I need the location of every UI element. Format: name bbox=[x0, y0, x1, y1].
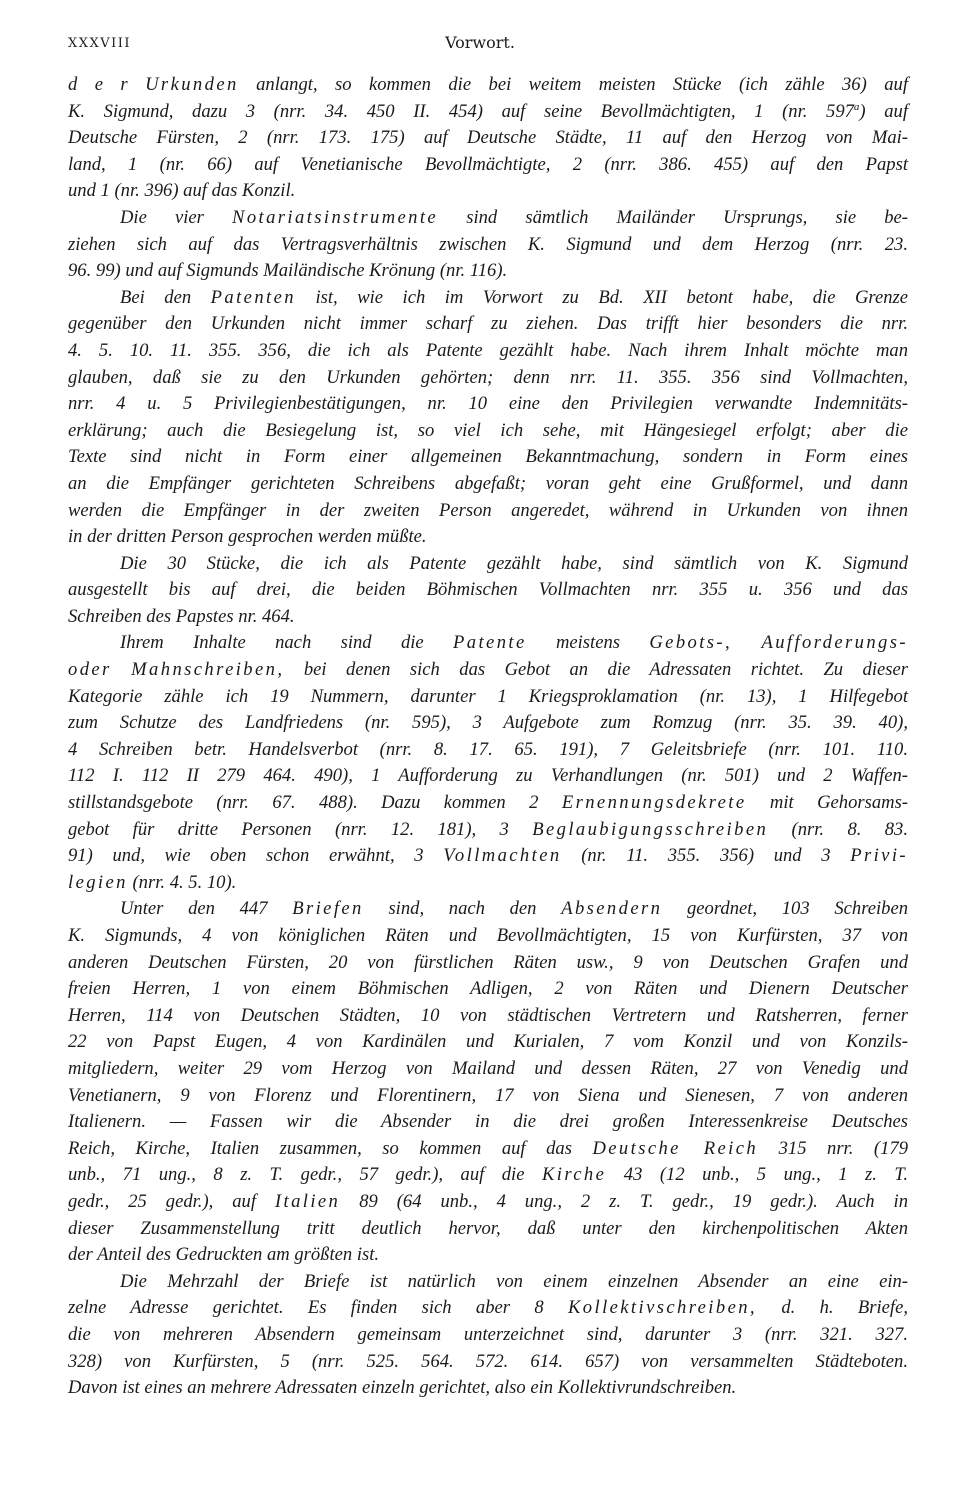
text-run: (nrr. 4. 5. 10). bbox=[127, 871, 237, 893]
text-run: land, 1 (nr. 66) auf Venetianische Bevollmächtigte, 2 (nrr. 386. 455) auf den Papst bbox=[68, 153, 908, 175]
text-line bbox=[68, 232, 908, 259]
text-line bbox=[68, 1083, 908, 1110]
body-text bbox=[68, 72, 908, 1402]
text-run: ) auf bbox=[859, 100, 908, 122]
text-run: 328) von Kurfürsten, 5 (nrr. 525. 564. 572. 614. 657) von versammelten Städteboten. bbox=[68, 1350, 908, 1372]
text-line bbox=[68, 710, 908, 737]
text-line bbox=[68, 99, 908, 126]
text-line bbox=[68, 1109, 908, 1136]
superscript: a bbox=[853, 100, 860, 113]
text-run: werden die Empfänger in der zweiten Person angeredet, während in Urkunden von ihnen bbox=[68, 499, 908, 521]
text-run: sind sämtlich Mailänder Ursprungs, sie be- bbox=[438, 206, 908, 228]
text-line bbox=[68, 311, 908, 338]
text-line bbox=[68, 843, 908, 870]
text-run: geordnet, 103 Schreiben bbox=[662, 898, 909, 920]
text-run: ausgestellt bis auf drei, die beiden Böhmischen Vollmachten nrr. 355 u. 356 und das bbox=[68, 579, 908, 601]
text-run: Deutsche Fürsten, 2 (nrr. 173. 175) auf Deutsche Städte, 11 auf den Herzog von Mai- bbox=[68, 127, 908, 149]
text-run: und 1 (nr. 396) auf das Konzil. bbox=[68, 180, 296, 202]
text-line bbox=[68, 551, 908, 578]
spaced-term: Privi- bbox=[850, 845, 908, 867]
text-line bbox=[68, 577, 908, 604]
spaced-term: Urkunden bbox=[145, 74, 239, 95]
page-header bbox=[68, 33, 892, 58]
text-run: ist, wie ich im Vorwort zu Bd. XII betont habe, die Grenze bbox=[295, 286, 908, 308]
spaced-term: Aufforderungs- bbox=[761, 632, 908, 654]
text-run: unb., 71 ung., 8 z. T. gedr., 57 gedr.), auf die bbox=[68, 1164, 542, 1186]
running-title: Vorwort. bbox=[445, 33, 515, 52]
text-run: Herren, 114 von Deutschen Städten, 10 von städtischen Vertretern und Ratsherren, ferner bbox=[68, 1004, 908, 1026]
spaced-term: oder bbox=[68, 659, 112, 681]
text-run: anlangt, so kommen die bei weitem meisten Stücke (ich zähle 36) auf bbox=[238, 74, 908, 95]
text-run: d e r bbox=[68, 74, 146, 95]
text-run: zum Schutze des Landfriedens (nr. 595), 3 Aufgebote zum Romzug (nrr. 35. 39. 40), bbox=[68, 712, 908, 734]
text-run bbox=[112, 659, 131, 680]
text-line bbox=[68, 1056, 908, 1083]
text-run: Bei den bbox=[120, 286, 211, 308]
text-run: gegenüber den Urkunden nicht immer scharf zu ziehen. Das trifft hier besonders die nrr. bbox=[68, 313, 908, 335]
text-run: meistens bbox=[526, 632, 650, 654]
text-run: an die Empfänger gerichteten Schreibens abgefaßt; voran geht eine Grußformel, und dann bbox=[68, 472, 908, 494]
text-run: die von mehreren Absendern gemeinsam unterzeichnet sind, darunter 3 (nrr. 321. 327. bbox=[68, 1323, 908, 1345]
text-run: dieser Zusammenstellung tritt deutlich hervor, daß unter den kirchenpolitischen Akten bbox=[68, 1217, 908, 1239]
text-line bbox=[68, 657, 908, 684]
text-run: zelne Adresse gerichtet. Es finden sich aber 8 bbox=[68, 1297, 568, 1319]
text-run: gebot für dritte Personen (nrr. 12. 181), 3 bbox=[68, 818, 533, 840]
text-run: Die Mehrzahl der Briefe ist natürlich von einem einzelnen Absender an eine ein- bbox=[120, 1270, 908, 1292]
text-run: Kategorie zähle ich 19 Nummern, darunter 1 Kriegsproklamation (nr. 13), 1 Hilfegebot bbox=[68, 685, 908, 707]
text-run: Die vier bbox=[120, 206, 233, 228]
text-line bbox=[68, 950, 908, 977]
text-line bbox=[68, 338, 908, 365]
text-line bbox=[68, 418, 908, 445]
text-run: K. Sigmunds, 4 von königlichen Räten und Bevollmächtigten, 15 von Kurfürsten, 37 von bbox=[68, 925, 908, 946]
text-line bbox=[68, 684, 908, 711]
spaced-term: Italien bbox=[274, 1190, 341, 1212]
text-line bbox=[68, 178, 908, 205]
text-run: Reich, Kirche, Italien zusammen, so kommen auf das bbox=[68, 1137, 593, 1159]
text-line bbox=[68, 1003, 908, 1030]
text-run: gedr., 25 gedr.), auf bbox=[68, 1190, 275, 1212]
text-run: der Anteil des Gedruckten am größten ist. bbox=[68, 1244, 380, 1266]
text-line bbox=[68, 1349, 908, 1376]
text-run: Texte sind nicht in Form einer allgemeinen Bekanntmachung, sondern in Form eines bbox=[68, 446, 908, 468]
spaced-term: Vollmachten bbox=[443, 845, 562, 867]
spaced-term: Patente bbox=[453, 632, 527, 654]
text-line bbox=[68, 1322, 908, 1349]
text-line bbox=[68, 524, 908, 551]
text-line bbox=[68, 258, 908, 285]
text-run: glauben, daß sie zu den Urkunden gehörten; denn nrr. 11. 355. 356 sind Vollmachten, bbox=[68, 366, 908, 388]
text-run: anderen Deutschen Fürsten, 20 von fürstlichen Räten usw., 9 von Deutschen Grafen und bbox=[68, 951, 908, 973]
text-line bbox=[68, 896, 908, 923]
text-line bbox=[68, 1269, 908, 1296]
text-line bbox=[68, 1242, 908, 1269]
spaced-term: Deutsche Reich bbox=[592, 1137, 759, 1159]
text-line bbox=[68, 737, 908, 764]
spaced-term: legien bbox=[68, 871, 128, 893]
text-line bbox=[68, 1189, 908, 1216]
text-run: (nr. 11. 355. 356) und 3 bbox=[561, 845, 851, 867]
text-run: 96. 99) und auf Sigmunds Mailändische Krönung (nr. 116). bbox=[68, 260, 508, 282]
spaced-term: Patenten bbox=[210, 286, 296, 308]
text-run: Venetianern, 9 von Florenz und Florentinern, 17 von Siena und Sienesen, 7 von anderen bbox=[68, 1084, 908, 1106]
text-line bbox=[68, 870, 908, 897]
text-line bbox=[68, 125, 908, 152]
text-run: in der dritten Person gesprochen werden müßte. bbox=[68, 526, 427, 548]
text-line bbox=[68, 471, 908, 498]
page-number: XXXVIII bbox=[68, 36, 132, 51]
text-run: Italienern. — Fassen wir die Absender in die drei großen Interessenkreise Deutsches bbox=[68, 1111, 908, 1133]
text-run bbox=[732, 632, 761, 653]
text-line bbox=[68, 72, 908, 99]
text-run: 4 Schreiben betr. Handelsverbot (nrr. 8. 17. 65. 191), 7 Geleitsbriefe (nrr. 101. 110. bbox=[68, 738, 908, 760]
text-line bbox=[68, 923, 908, 950]
text-run: stillstandsgebote (nrr. 67. 488). Dazu kommen 2 bbox=[68, 792, 562, 814]
text-run: K. Sigmund, dazu 3 (nrr. 34. 450 II. 454) auf seine Bevollmächtigten, 1 (nr. 597 bbox=[68, 100, 854, 122]
text-run: Davon ist eines an mehrere Adressaten einzeln gerichtet, also ein Kollektivrundschreiben. bbox=[68, 1377, 737, 1399]
text-line bbox=[68, 365, 908, 392]
text-line bbox=[68, 1029, 908, 1056]
spaced-term: Mahnschreiben, bbox=[131, 659, 285, 681]
text-run: 4. 5. 10. 11. 355. 356, die ich als Patente gezählt habe. Nach ihrem Inhalt möchte man bbox=[68, 339, 908, 361]
text-line bbox=[68, 1216, 908, 1243]
text-run: bei denen sich das Gebot an die Adressaten richtet. Zu dieser bbox=[284, 659, 908, 681]
text-line bbox=[68, 444, 908, 471]
text-line bbox=[68, 763, 908, 790]
text-run: 315 nrr. (179 bbox=[758, 1137, 908, 1159]
text-run: Unter den 447 bbox=[120, 898, 293, 920]
text-run: sind, nach den bbox=[363, 898, 562, 920]
text-run: ziehen sich auf das Vertragsverhältnis zwischen K. Sigmund und dem Herzog (nrr. 23. bbox=[68, 233, 908, 255]
text-line bbox=[68, 817, 908, 844]
spaced-term: Notariatsinstrumente bbox=[232, 206, 439, 228]
spaced-term: Briefen bbox=[292, 898, 364, 920]
text-line bbox=[68, 391, 908, 418]
spaced-term: Gebots-, bbox=[649, 632, 733, 654]
text-line bbox=[68, 1295, 908, 1322]
text-run: freien Herren, 1 von einem Böhmischen Adligen, 2 von Räten und Dienern Deutscher bbox=[68, 978, 908, 1000]
spaced-term: Kirche bbox=[541, 1164, 607, 1186]
text-run: erklärung; auch die Besiegelung ist, so viel ich sehe, mit Hängesiegel erfolgt; aber die bbox=[68, 419, 908, 441]
text-run: nrr. 4 u. 5 Privilegienbestätigungen, nr. 10 eine den Privilegien verwandte Indemnitäts- bbox=[68, 393, 908, 415]
text-line bbox=[68, 205, 908, 232]
text-run: Ihrem Inhalte nach sind die bbox=[120, 632, 454, 654]
text-run: 22 von Papst Eugen, 4 von Kardinälen und Kurialen, 7 vom Konzil und von Konzils- bbox=[68, 1031, 908, 1053]
text-line bbox=[68, 498, 908, 525]
text-line bbox=[68, 790, 908, 817]
text-line bbox=[68, 285, 908, 312]
text-line bbox=[68, 604, 908, 631]
text-line bbox=[68, 976, 908, 1003]
text-line bbox=[68, 1375, 908, 1402]
text-line bbox=[68, 1136, 908, 1163]
text-run: mit Gehorsams- bbox=[746, 792, 908, 814]
text-run: 91) und, wie oben schon erwähnt, 3 bbox=[68, 845, 444, 867]
spaced-term: Kollektivschreiben, bbox=[568, 1297, 757, 1319]
text-line bbox=[68, 630, 908, 657]
text-run: 112 I. 112 II 279 464. 490), 1 Aufforderung zu Verhandlungen (nr. 501) und 2 Waffen- bbox=[68, 765, 908, 787]
text-run: (nrr. 8. 83. bbox=[768, 818, 908, 840]
text-run: Schreiben des Papstes nr. 464. bbox=[68, 605, 295, 627]
spaced-term: Beglaubigungsschreiben bbox=[532, 818, 769, 840]
spaced-term: Absendern bbox=[561, 898, 663, 920]
text-run: 43 (12 unb., 5 ung., 1 z. T. bbox=[606, 1164, 908, 1186]
text-run: mitgliedern, weiter 29 vom Herzog von Mailand und dessen Räten, 27 von Venedig und bbox=[68, 1057, 908, 1079]
text-run: d. h. Briefe, bbox=[756, 1297, 908, 1319]
text-run: 89 (64 unb., 4 ung., 2 z. T. gedr., 19 gedr.). Auch in bbox=[340, 1190, 908, 1212]
text-line bbox=[68, 152, 908, 179]
spaced-term: Ernennungsdekrete bbox=[561, 792, 747, 814]
text-line bbox=[68, 1162, 908, 1189]
text-run: Die 30 Stücke, die ich als Patente gezählt habe, sind sämtlich von K. Sigmund bbox=[120, 552, 908, 574]
